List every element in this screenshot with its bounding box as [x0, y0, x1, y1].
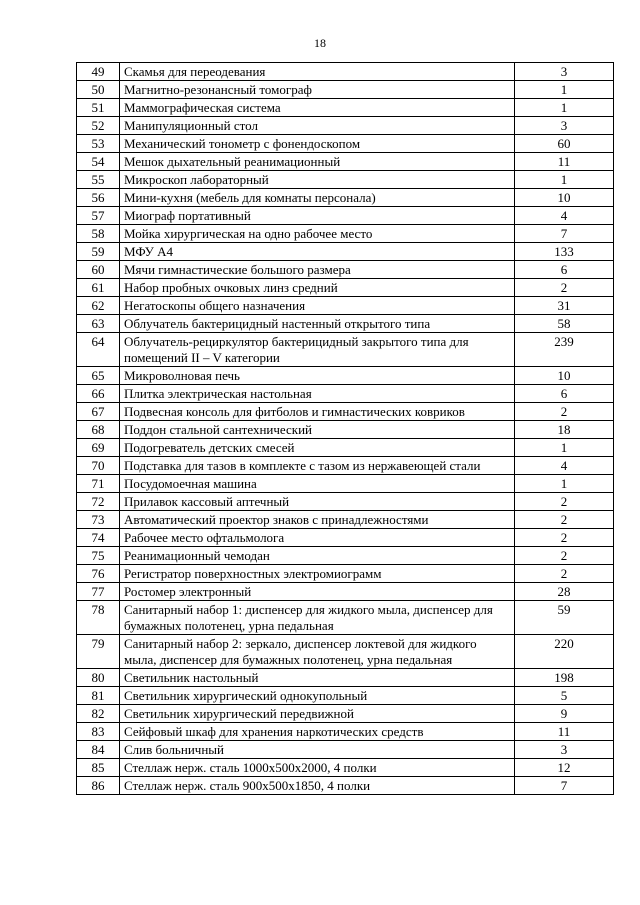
equipment-name-cell: Набор пробных очковых линз средний [120, 279, 515, 297]
table-row [77, 601, 614, 635]
table-row [77, 171, 614, 189]
quantity-cell: 58 [515, 315, 614, 333]
row-number-cell: 72 [77, 493, 120, 511]
quantity-cell: 3 [515, 117, 614, 135]
table-row [77, 225, 614, 243]
row-number-cell: 86 [77, 777, 120, 795]
table-row [77, 189, 614, 207]
equipment-table [76, 62, 614, 795]
quantity-cell: 4 [515, 457, 614, 475]
equipment-name-cell: Облучатель бактерицидный настенный открытого типа [120, 315, 515, 333]
quantity-cell: 6 [515, 261, 614, 279]
quantity-cell: 1 [515, 171, 614, 189]
quantity-cell: 198 [515, 669, 614, 687]
equipment-name-cell: Манипуляционный стол [120, 117, 515, 135]
equipment-name-cell: Скамья для переодевания [120, 63, 515, 81]
row-number-cell: 68 [77, 421, 120, 439]
equipment-name-cell: Негатоскопы общего назначения [120, 297, 515, 315]
quantity-cell: 3 [515, 741, 614, 759]
equipment-name-cell: Мешок дыхательный реанимационный [120, 153, 515, 171]
table-row [77, 315, 614, 333]
row-number-cell: 55 [77, 171, 120, 189]
row-number-cell: 80 [77, 669, 120, 687]
row-number-cell: 78 [77, 601, 120, 635]
table-row [77, 367, 614, 385]
equipment-name-cell: Мини-кухня (мебель для комнаты персонала) [120, 189, 515, 207]
row-number-cell: 65 [77, 367, 120, 385]
quantity-cell: 4 [515, 207, 614, 225]
equipment-name-cell: Стеллаж нерж. сталь 1000х500х2000, 4 полки [120, 759, 515, 777]
row-number-cell: 60 [77, 261, 120, 279]
table-row [77, 207, 614, 225]
quantity-cell: 11 [515, 723, 614, 741]
quantity-cell: 10 [515, 367, 614, 385]
row-number-cell: 70 [77, 457, 120, 475]
equipment-name-cell: Мойка хирургическая на одно рабочее место [120, 225, 515, 243]
table-row [77, 81, 614, 99]
row-number-cell: 79 [77, 635, 120, 669]
table-row [77, 635, 614, 669]
equipment-name-cell: Подвесная консоль для фитболов и гимнастических ковриков [120, 403, 515, 421]
equipment-name-cell: Сейфовый шкаф для хранения наркотических средств [120, 723, 515, 741]
equipment-name-cell: Светильник настольный [120, 669, 515, 687]
quantity-cell: 1 [515, 475, 614, 493]
equipment-name-cell: Поддон стальной сантехнический [120, 421, 515, 439]
table-row [77, 759, 614, 777]
table-row [77, 669, 614, 687]
row-number-cell: 50 [77, 81, 120, 99]
row-number-cell: 59 [77, 243, 120, 261]
equipment-table-body [77, 63, 614, 795]
row-number-cell: 63 [77, 315, 120, 333]
quantity-cell: 6 [515, 385, 614, 403]
equipment-name-cell: Автоматический проектор знаков с принадлежностями [120, 511, 515, 529]
quantity-cell: 31 [515, 297, 614, 315]
quantity-cell: 11 [515, 153, 614, 171]
quantity-cell: 18 [515, 421, 614, 439]
row-number-cell: 56 [77, 189, 120, 207]
quantity-cell: 133 [515, 243, 614, 261]
quantity-cell: 3 [515, 63, 614, 81]
table-row [77, 385, 614, 403]
table-row [77, 279, 614, 297]
table-row [77, 333, 614, 367]
table-row [77, 153, 614, 171]
quantity-cell: 2 [515, 493, 614, 511]
equipment-name-cell: Прилавок кассовый аптечный [120, 493, 515, 511]
quantity-cell: 1 [515, 439, 614, 457]
row-number-cell: 83 [77, 723, 120, 741]
equipment-name-cell: Слив больничный [120, 741, 515, 759]
equipment-name-cell: Облучатель-рециркулятор бактерицидный закрытого типа для помещений II – V категории [120, 333, 515, 367]
quantity-cell: 7 [515, 777, 614, 795]
row-number-cell: 82 [77, 705, 120, 723]
table-row [77, 135, 614, 153]
equipment-name-cell: Посудомоечная машина [120, 475, 515, 493]
table-row [77, 457, 614, 475]
row-number-cell: 62 [77, 297, 120, 315]
quantity-cell: 7 [515, 225, 614, 243]
equipment-name-cell: Регистратор поверхностных электромиограмм [120, 565, 515, 583]
row-number-cell: 67 [77, 403, 120, 421]
table-row [77, 547, 614, 565]
table-row [77, 705, 614, 723]
quantity-cell: 220 [515, 635, 614, 669]
equipment-name-cell: Мячи гимнастические большого размера [120, 261, 515, 279]
quantity-cell: 10 [515, 189, 614, 207]
quantity-cell: 60 [515, 135, 614, 153]
equipment-name-cell: Магнитно-резонансный томограф [120, 81, 515, 99]
row-number-cell: 74 [77, 529, 120, 547]
equipment-name-cell: Санитарный набор 1: диспенсер для жидкого мыла, диспенсер для бумажных полотенец, урна педальная [120, 601, 515, 635]
row-number-cell: 81 [77, 687, 120, 705]
quantity-cell: 12 [515, 759, 614, 777]
quantity-cell: 5 [515, 687, 614, 705]
row-number-cell: 61 [77, 279, 120, 297]
table-row [77, 583, 614, 601]
equipment-name-cell: Подогреватель детских смесей [120, 439, 515, 457]
equipment-name-cell: Микроволновая печь [120, 367, 515, 385]
table-row [77, 117, 614, 135]
table-row [77, 565, 614, 583]
table-row [77, 243, 614, 261]
quantity-cell: 2 [515, 403, 614, 421]
row-number-cell: 64 [77, 333, 120, 367]
equipment-name-cell: Светильник хирургический однокупольный [120, 687, 515, 705]
quantity-cell: 28 [515, 583, 614, 601]
equipment-name-cell: Механический тонометр с фонендоскопом [120, 135, 515, 153]
table-row [77, 741, 614, 759]
quantity-cell: 2 [515, 565, 614, 583]
row-number-cell: 76 [77, 565, 120, 583]
row-number-cell: 69 [77, 439, 120, 457]
equipment-name-cell: Санитарный набор 2: зеркало, диспенсер локтевой для жидкого мыла, диспенсер для бумажных полотенец, урна педальная [120, 635, 515, 669]
equipment-name-cell: Миограф портативный [120, 207, 515, 225]
equipment-name-cell: Реанимационный чемодан [120, 547, 515, 565]
quantity-cell: 59 [515, 601, 614, 635]
equipment-name-cell: Подставка для тазов в комплекте с тазом из нержавеющей стали [120, 457, 515, 475]
quantity-cell: 2 [515, 511, 614, 529]
row-number-cell: 53 [77, 135, 120, 153]
table-row [77, 723, 614, 741]
quantity-cell: 2 [515, 279, 614, 297]
row-number-cell: 71 [77, 475, 120, 493]
table-row [77, 511, 614, 529]
row-number-cell: 57 [77, 207, 120, 225]
row-number-cell: 51 [77, 99, 120, 117]
row-number-cell: 54 [77, 153, 120, 171]
row-number-cell: 49 [77, 63, 120, 81]
table-row [77, 529, 614, 547]
quantity-cell: 2 [515, 529, 614, 547]
row-number-cell: 77 [77, 583, 120, 601]
row-number-cell: 52 [77, 117, 120, 135]
row-number-cell: 73 [77, 511, 120, 529]
table-row [77, 777, 614, 795]
equipment-name-cell: Стеллаж нерж. сталь 900х500х1850, 4 полки [120, 777, 515, 795]
quantity-cell: 9 [515, 705, 614, 723]
quantity-cell: 2 [515, 547, 614, 565]
table-row [77, 493, 614, 511]
table-row [77, 403, 614, 421]
quantity-cell: 239 [515, 333, 614, 367]
table-row [77, 421, 614, 439]
quantity-cell: 1 [515, 99, 614, 117]
row-number-cell: 85 [77, 759, 120, 777]
table-row [77, 297, 614, 315]
equipment-name-cell: Ростомер электронный [120, 583, 515, 601]
table-row [77, 439, 614, 457]
table-row [77, 261, 614, 279]
equipment-name-cell: МФУ А4 [120, 243, 515, 261]
equipment-name-cell: Микроскоп лабораторный [120, 171, 515, 189]
table-row [77, 63, 614, 81]
row-number-cell: 75 [77, 547, 120, 565]
equipment-name-cell: Светильник хирургический передвижной [120, 705, 515, 723]
equipment-name-cell: Маммографическая система [120, 99, 515, 117]
equipment-name-cell: Плитка электрическая настольная [120, 385, 515, 403]
quantity-cell: 1 [515, 81, 614, 99]
row-number-cell: 66 [77, 385, 120, 403]
table-row [77, 687, 614, 705]
table-row [77, 475, 614, 493]
row-number-cell: 58 [77, 225, 120, 243]
row-number-cell: 84 [77, 741, 120, 759]
page-number: 18 [314, 36, 326, 50]
table-row [77, 99, 614, 117]
equipment-name-cell: Рабочее место офтальмолога [120, 529, 515, 547]
